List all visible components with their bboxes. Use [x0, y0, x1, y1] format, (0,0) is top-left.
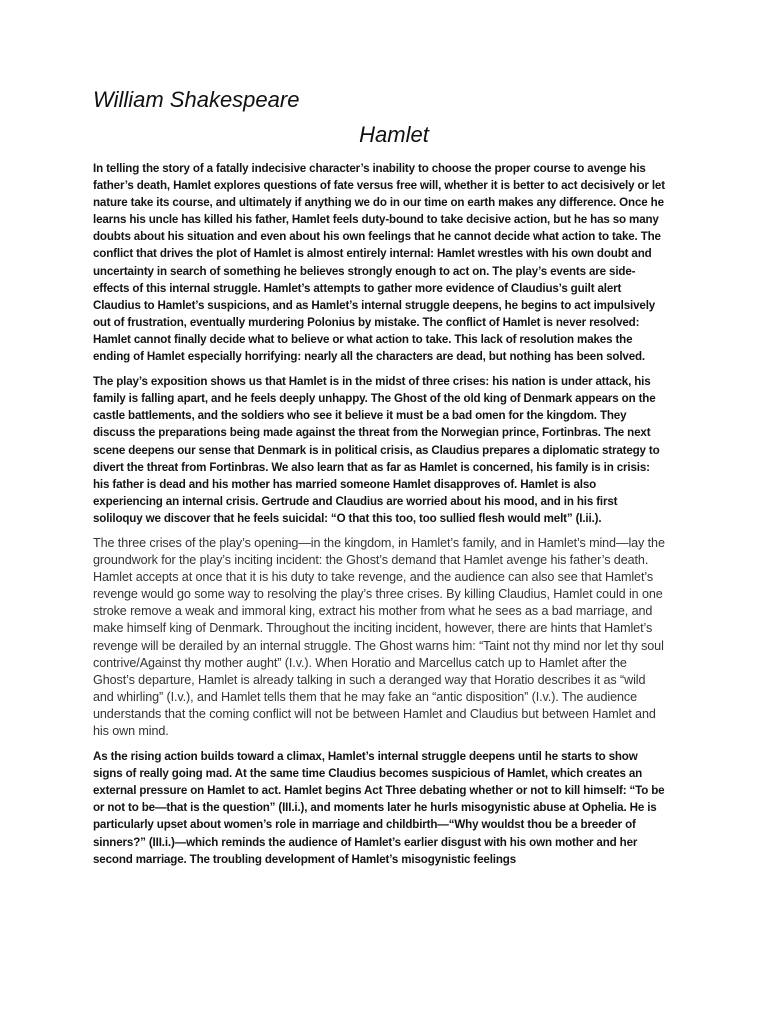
paragraph-3: The three crises of the play’s opening—in the kingdom, in Hamlet’s family, and in Hamlet’s mind—lay the groundwork for the play’s inciting incident: the Ghost’s demand that Hamlet avenge his father’s death. Hamlet accepts at once that it is his duty to take revenge, and the audience can also see that Hamlet’s revenge would go some way to resolving the play’s three crises. By killing Claudius, Hamlet could in one stroke remove a weak and immoral king, extract his mother from what he sees as a bad marriage, and make himself king of Denmark. Throughout the inciting incident, however, there are hints that Hamlet’s revenge will be derailed by an internal struggle. The Ghost warns him: “Taint not thy mind nor let thy soul contrive/Against thy mother aught” (I.v.). When Horatio and Marcellus catch up to Hamlet after the Ghost’s departure, Hamlet is already talking in such a deranged way that Horatio describes it as “wild and whirling” (I.v.), and Hamlet tells them that he may fake an “antic disposition” (I.v.). The audience understands that the coming conflict will not be between Hamlet and Claudius but between Hamlet and his own mind. [93, 535, 665, 738]
author-heading: William Shakespeare [93, 87, 300, 112]
page-title: Hamlet [359, 122, 429, 147]
paragraph-4: As the rising action builds toward a climax, Hamlet’s internal struggle deepens until he starts to show signs of really going mad. At the same time Claudius becomes suspicious of Hamlet, which creates an external pressure on Hamlet to act. Hamlet begins Act Three debating whether or not to kill himself: “To be or not to be—that is the question” (III.i.), and moments later he hurls misogynistic abuse at Ophelia. He is particularly upset about women’s role in marriage and childbirth—“Why wouldst thou be a breeder of sinners?” (III.i.)—which reminds the audience of Hamlet’s earlier disgust with his own mother and her second marriage. The troubling development of Hamlet’s misogynistic feelings [93, 750, 665, 866]
paragraph-2: The play’s exposition shows us that Hamlet is in the midst of three crises: his nation is under attack, his family is falling apart, and he feels deeply unhappy. The Ghost of the old king of Denmark appears on the castle battlements, and the soldiers who see it believe it must be a bad omen for the kingdom. They discuss the preparations being made against the threat from the Norwegian prince, Fortinbras. The next scene deepens our sense that Denmark is in political crisis, as Claudius prepares a diplomatic strategy to divert the threat from Fortinbras. We also learn that as far as Hamlet is concerned, his family is in crisis: his father is dead and his mother has married someone Hamlet disapproves of. Hamlet is also experiencing an internal crisis. Gertrude and Claudius are worried about his mood, and in his first soliloquy we discover that he feels suicidal: “O that this too, too sullied flesh would melt” (I.ii.). [93, 375, 660, 525]
document-body [93, 160, 667, 876]
paragraph-1: In telling the story of a fatally indecisive character’s inability to choose the proper course to avenge his father’s death, Hamlet explores questions of fate versus free will, whether it is better to act decisively or let nature take its course, and ultimately if anything we do in our time on earth makes any difference. Once he learns his uncle has killed his father, Hamlet feels duty-bound to take decisive action, but he has so many doubts about his situation and even about his own feelings that he cannot decide what action to take. The conflict that drives the plot of Hamlet is almost entirely internal: Hamlet wrestles with his own doubt and uncertainty in search of something he believes strongly enough to act on. The play’s events are side-effects of this internal struggle. Hamlet’s attempts to gather more evidence of Claudius’s guilt alert Claudius to Hamlet’s suspicions, and as Hamlet’s internal struggle deepens, he begins to act impulsively out of frustration, eventually murdering Polonius by mistake. The conflict of Hamlet is never resolved: Hamlet cannot finally decide what to believe or what action to take. This lack of resolution makes the ending of Hamlet especially horrifying: nearly all the characters are dead, but nothing has been solved. [93, 162, 665, 364]
